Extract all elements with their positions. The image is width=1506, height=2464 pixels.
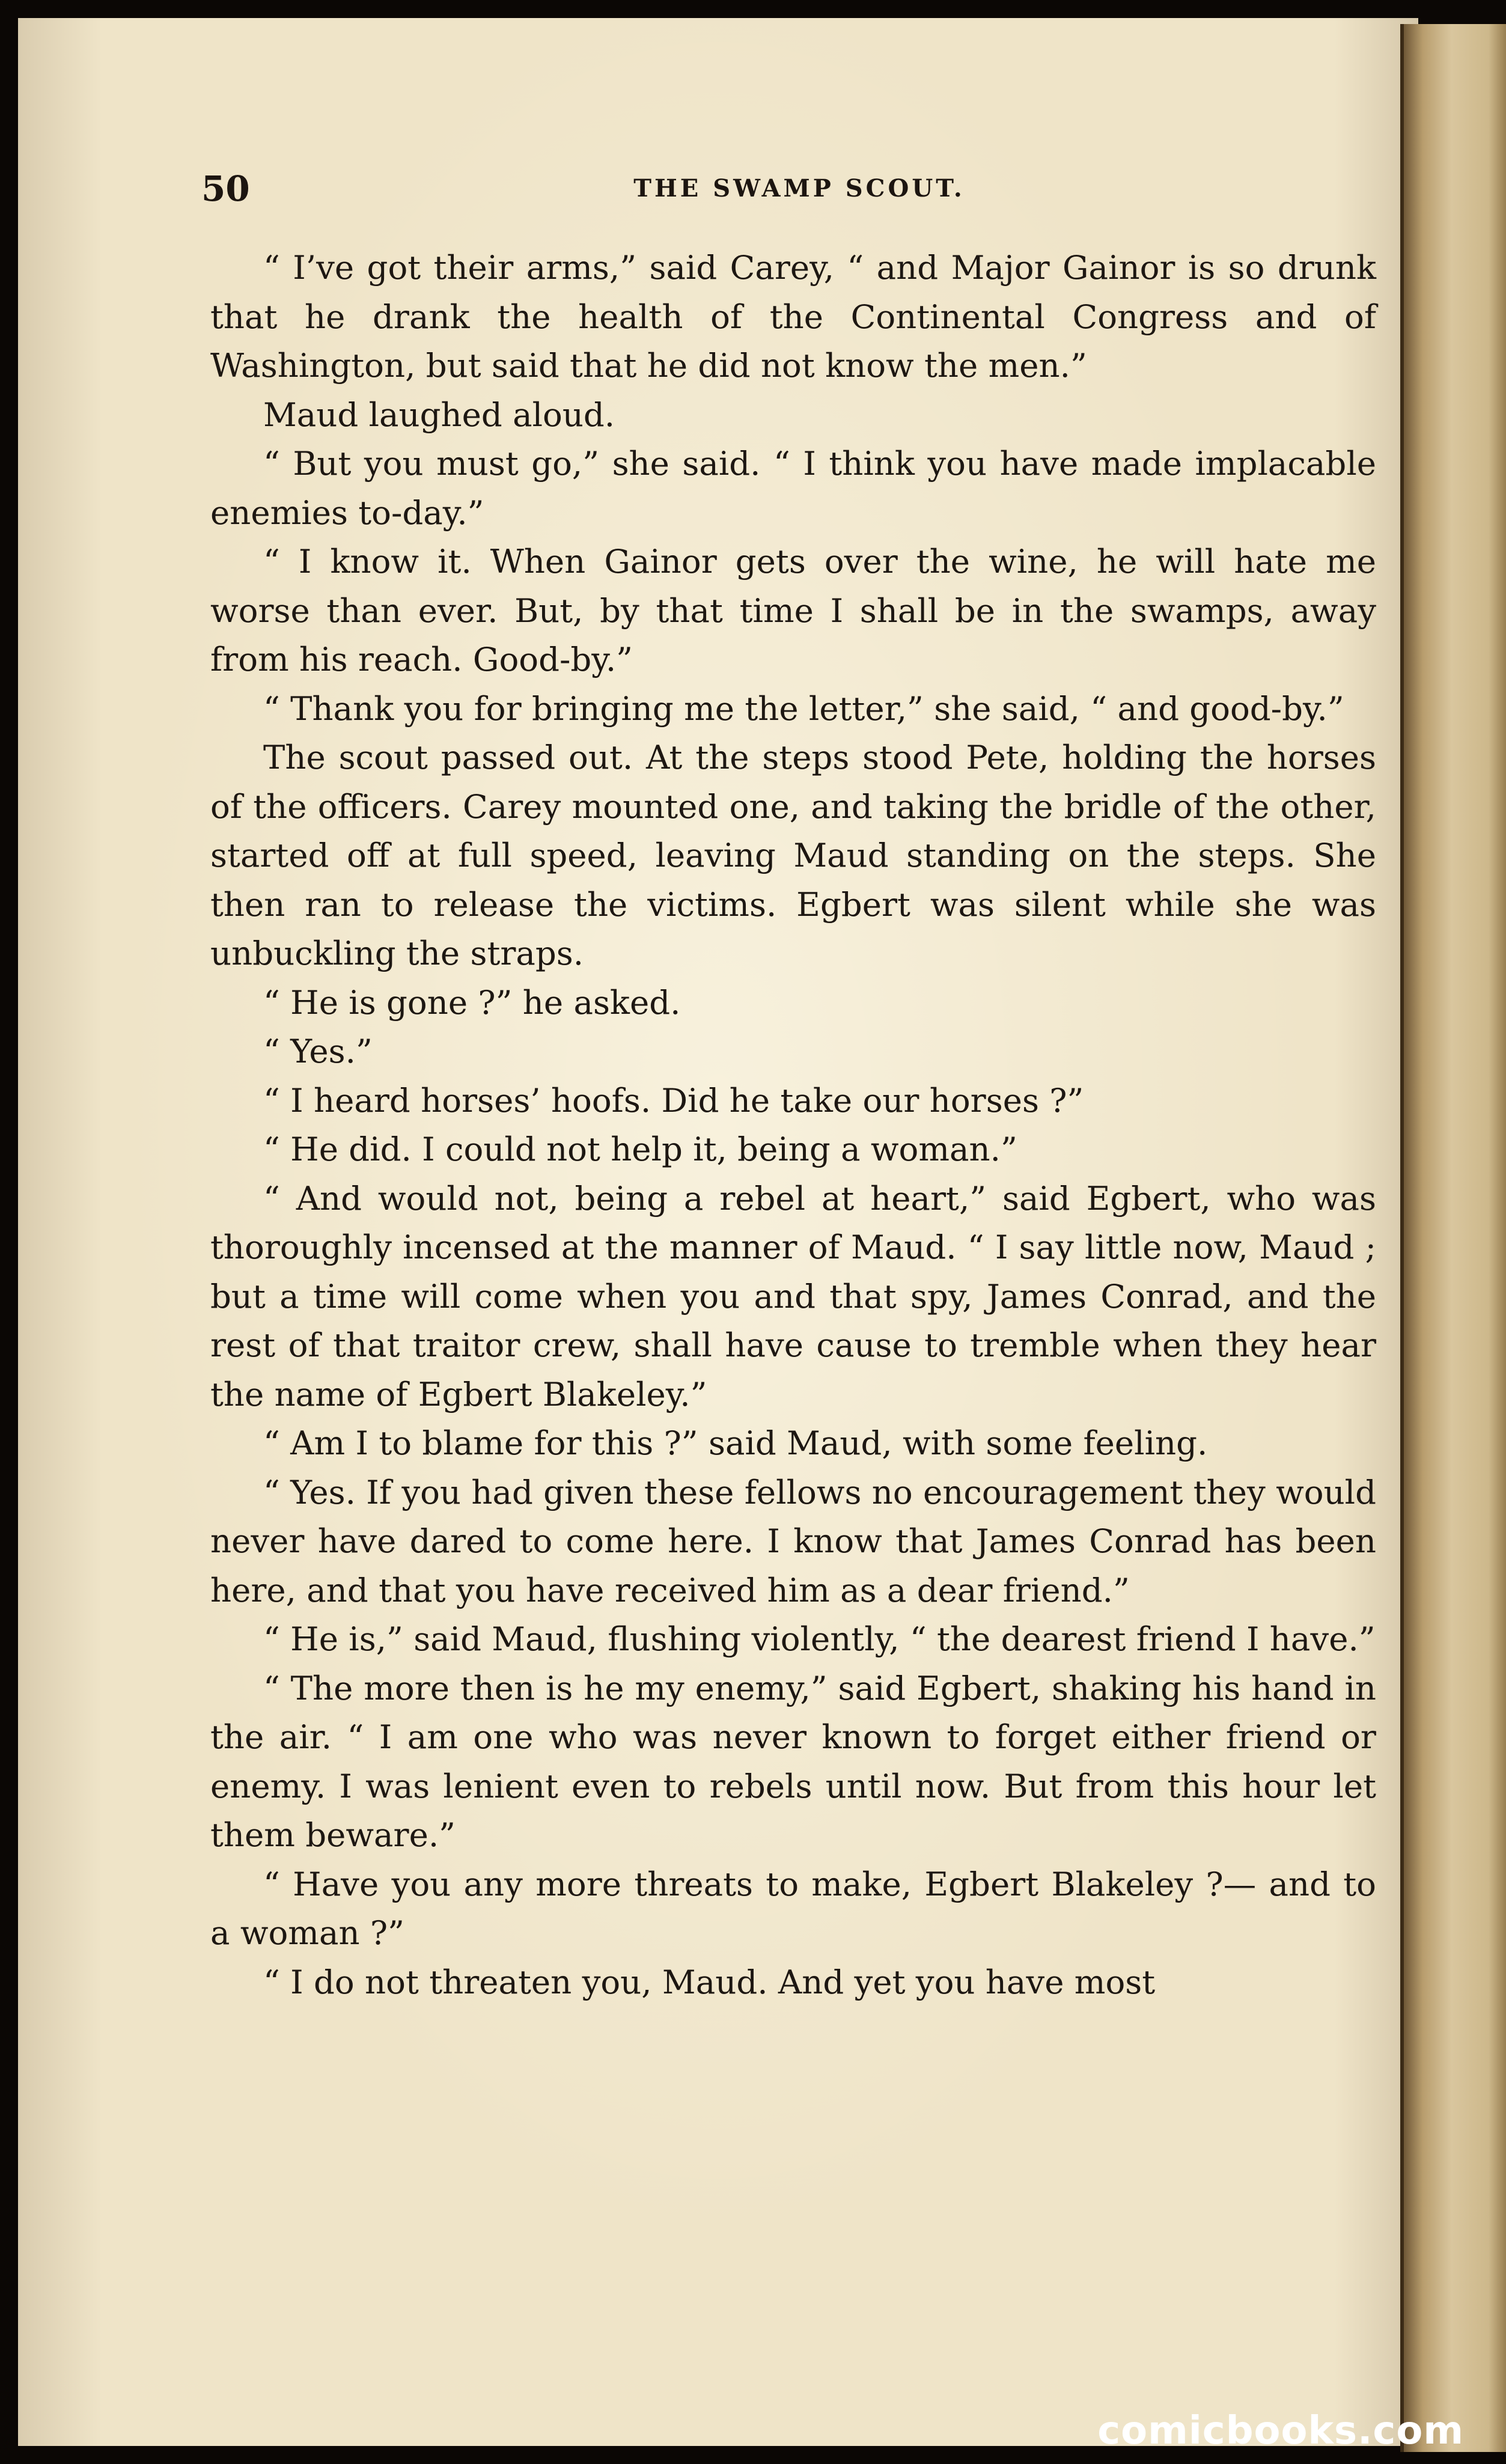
- body-text: [210, 243, 1376, 2007]
- paragraph: “ I do not threaten you, Maud. And yet you have most: [263, 1962, 1156, 2001]
- adjacent-page-edge: [1400, 24, 1506, 2452]
- paragraph: “ Am I to blame for this ?” said Maud, with some feeling.: [263, 1424, 1208, 1462]
- paragraph: The scout passed out. At the steps stood Pete, holding the horses of the officers. Carey mounted one, and taking the bridle of the other, started off at full speed, leaving Maud standing on the steps. She then ran to release the victims. Egbert was silent while she was unbuckling the straps.: [210, 738, 1376, 972]
- paragraph: “ The more then is he my enemy,” said Egbert, shaking his hand in the air. “ I am one who was never known to forget either friend or enemy. I was lenient even to rebels until now. But from this hour let them beware.”: [210, 1668, 1376, 1854]
- paragraph: “ I’ve got their arms,” said Carey, “ and Major Gainor is so drunk that he drank the health of the Continental Congress and of Washington, but said that he did not know the men.”: [210, 248, 1376, 385]
- page-header: [201, 168, 1397, 216]
- paragraph: “ I know it. When Gainor gets over the wine, he will hate me worse than ever. But, by that time I shall be in the swamps, away from his reach. Good-by.”: [210, 542, 1376, 679]
- book-page: [18, 18, 1418, 2446]
- paragraph: “ But you must go,” she said. “ I think you have made implacable enemies to-day.”: [210, 444, 1376, 532]
- paragraph: “ Have you any more threats to make, Egbert Blakeley ?— and to a woman ?”: [210, 1864, 1376, 1952]
- page-number: 50: [201, 168, 250, 209]
- paragraph: “ He did. I could not help it, being a woman.”: [263, 1130, 1017, 1168]
- paragraph: Maud laughed aloud.: [263, 395, 615, 434]
- paragraph: “ I heard horses’ hoofs. Did he take our horses ?”: [263, 1081, 1084, 1120]
- paragraph: “ He is,” said Maud, flushing violently, “ the dearest friend I have.”: [263, 1620, 1376, 1658]
- running-head: THE SWAMP SCOUT.: [633, 174, 965, 203]
- paragraph: “ Yes.”: [263, 1032, 373, 1070]
- site-watermark: comicbooks.com: [1097, 2409, 1464, 2453]
- paragraph: “ And would not, being a rebel at heart,” said Egbert, who was thoroughly incensed at the manner of Maud. “ I say little now, Maud ; but a time will come when you and that spy, James Conrad, and the rest of that traitor crew, shall have cause to tremble when they hear the name of Egbert Blakeley.”: [210, 1179, 1376, 1413]
- paragraph: “ He is gone ?” he asked.: [263, 983, 681, 1022]
- paragraph: “ Yes. If you had given these fellows no encouragement they would never have dared to come here. I know that James Conrad has been here, and that you have received him as a dear friend.”: [210, 1472, 1376, 1609]
- paragraph: “ Thank you for bringing me the letter,” she said, “ and good-by.”: [263, 689, 1344, 728]
